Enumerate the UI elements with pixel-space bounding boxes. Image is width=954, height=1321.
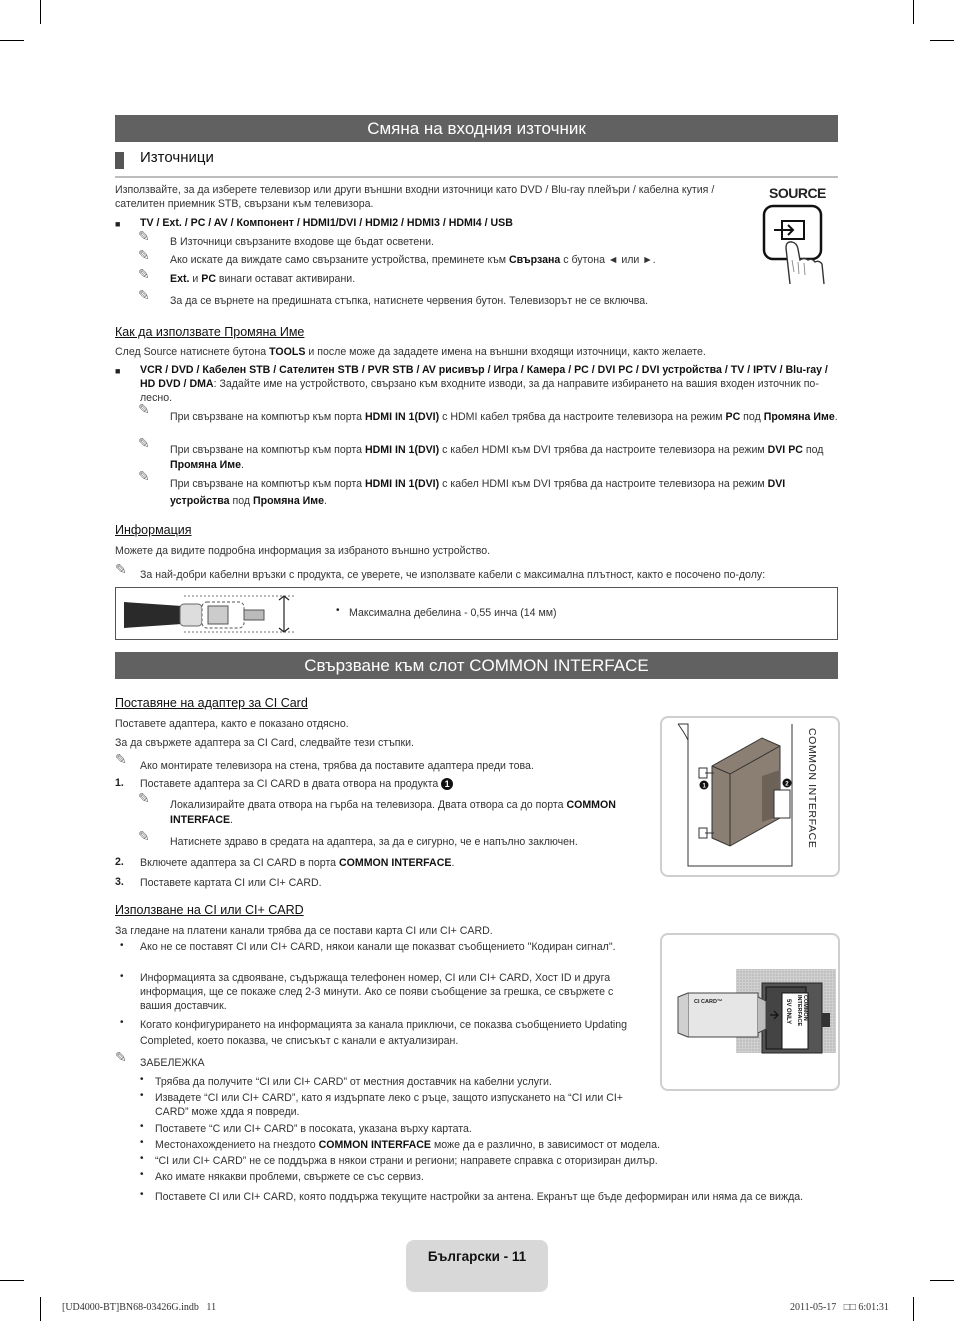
source-button-icon bbox=[760, 202, 832, 297]
crop-mark bbox=[0, 40, 24, 41]
note-text: Ext. и PC винаги остават активирани. bbox=[170, 273, 356, 285]
note-text: Натиснете здраво в средата на адаптера, за да е сигурно, че е напълно заключен. bbox=[170, 836, 578, 848]
sources-list: TV / Ext. / PC / AV / Компонент / HDMI1/DVI / HDMI2 / HDMI3 / HDMI4 / USB bbox=[140, 217, 513, 229]
bullet-dot: • bbox=[120, 940, 124, 951]
subsection-title: Източници bbox=[140, 149, 214, 166]
note-icon: ✎ bbox=[138, 267, 150, 283]
step-number: 3. bbox=[115, 876, 124, 888]
note-text: За да се върнете на предишната стъпка, натиснете червения бутон. Телевизорът не се включва. bbox=[170, 295, 649, 307]
note-bullet: Поставете CI или CI+ CARD, която поддържа текущите настройки за антена. Екранът ще бъде деформиран или няма да се вижда. bbox=[155, 1191, 804, 1203]
crop-mark bbox=[913, 0, 914, 24]
note-bullet: Ако имате някакви проблеми, свържете се със сервиз. bbox=[155, 1171, 424, 1183]
source-button-illustration bbox=[760, 184, 832, 299]
bullet-dot: • bbox=[140, 1169, 144, 1180]
paragraph: За да свържете адаптера за CI Card, следвайте тези стъпки. bbox=[115, 737, 414, 749]
page-tab bbox=[406, 1240, 548, 1292]
bullet-dot: • bbox=[140, 1121, 144, 1132]
note-bullet: Местонахождението на гнездото COMMON INTERFACE може да е различно, в зависимост от модела. bbox=[155, 1139, 660, 1151]
crop-mark bbox=[930, 40, 954, 41]
info-note: За най-добри кабелни връзки с продукта, се уверете, че използвате кабели с максимална плътност, както е посочено по-долу: bbox=[140, 569, 766, 581]
paragraph: За гледане на платени канали трябва да се постави карта CI или CI+ CARD. bbox=[115, 925, 493, 937]
rename-heading: Как да използвате Промяна Име bbox=[115, 325, 305, 339]
section-title: Смяна на входния източник bbox=[115, 115, 838, 142]
note-icon: ✎ bbox=[138, 229, 150, 245]
note-icon: ✎ bbox=[115, 752, 127, 768]
note-icon: ✎ bbox=[138, 791, 150, 807]
section-title: Свързване към слот COMMON INTERFACE bbox=[115, 652, 838, 679]
rename-item: VCR / DVD / Кабелен STB / Сателитен STB / PVR STB / AV рисивър / Игра / Камера / PC / DVI PC / DVI устройства / TV / IPTV / Blu-ray / HD DVD / DMA: Задайте име на устройството, свързано към входните изводи, за да направите избирането на вашия входен източник по-лесно. bbox=[140, 364, 828, 404]
note-bullet: “CI или CI+ CARD” не се поддържа в някои страни и региони; направете справка с оторизиран дилър. bbox=[155, 1155, 658, 1167]
note-heading: ЗАБЕЛЕЖКА bbox=[140, 1057, 205, 1069]
bullet-dot: • bbox=[120, 971, 124, 982]
intro-text: Използвайте, за да изберете телевизор или други външни входни източници като DVD / Blu-ray плейъри / кабелна кутия / сателитен приемник STB, свързани към телевизора. bbox=[115, 184, 715, 210]
bullet-dot: • bbox=[140, 1137, 144, 1148]
bullet-text: Когато конфигурирането на информацията за канала приключи, се показва съобщението Updating Completed, което показва, че списъкът с канали е актуализиран. bbox=[140, 1019, 628, 1047]
rename-intro: След Source натиснете бутона TOOLS и после може да зададете имена на външни входящи източници, както желаете. bbox=[115, 346, 706, 358]
note-bullet: Извадете “CI или CI+ CARD”, като я издърпате леко с ръце, защото изпускането на “CI или CI+ CARD” може хдда я повреди. bbox=[155, 1092, 623, 1118]
note-bullet: Поставете “С или CI+ CARD” в посоката, указана върху картата. bbox=[155, 1123, 472, 1135]
step-number: 1. bbox=[115, 777, 124, 789]
cable-box bbox=[115, 587, 838, 640]
bullet-dot: • bbox=[140, 1074, 144, 1085]
slot-label: COMMON INTERFACE bbox=[796, 995, 808, 1027]
crop-mark bbox=[930, 1280, 954, 1281]
ci-card-heading: Използване на CI или CI+ CARD bbox=[115, 903, 304, 917]
note-icon: ✎ bbox=[138, 436, 150, 452]
note-text: Ако монтирате телевизора на стена, трябва да поставите адаптера преди това. bbox=[140, 760, 534, 772]
step-text: Включете адаптера за CI CARD в порта COMMON INTERFACE. bbox=[140, 857, 455, 869]
crop-mark bbox=[0, 1280, 24, 1281]
note-icon: ✎ bbox=[115, 1050, 127, 1066]
bullet-dot: • bbox=[140, 1189, 144, 1200]
step-number: 2. bbox=[115, 856, 124, 868]
cable-spec: Максимална дебелина - 0,55 инча (14 мм) bbox=[349, 607, 557, 619]
page-number: Български - 11 bbox=[427, 1249, 527, 1264]
bullet-dot: • bbox=[140, 1090, 144, 1101]
note-text: Локализирайте двата отвора на гърба на телевизора. Двата отвора са до порта COMMON INTERFACE. bbox=[170, 799, 616, 826]
svg-text:1: 1 bbox=[702, 783, 706, 790]
note-icon: ✎ bbox=[138, 248, 150, 264]
step-text: Поставете картата CI или CI+ CARD. bbox=[140, 877, 322, 889]
note-text: Ако искате да виждате само свързаните устройства, преминете към Свързана с бутона ◄ или ►. bbox=[170, 254, 656, 266]
note-bullet: Трябва да получите “CI или CI+ CARD” от местния доставчик на кабелни услуги. bbox=[155, 1076, 552, 1088]
ci-card-illustration bbox=[662, 935, 838, 1089]
note-text: При свързване на компютър към порта HDMI IN 1(DVI) с HDMI кабел трябва да настроите телевизора на режим PC под Промяна Име. bbox=[170, 411, 838, 423]
ci-card-figure bbox=[660, 933, 840, 1091]
note-text: При свързване на компютър към порта HDMI IN 1(DVI) с кабел HDMI към DVI трябва да настроите телевизора на режим DVI устройства под Промяна Име. bbox=[170, 478, 786, 507]
bullet-dot: • bbox=[120, 1017, 124, 1028]
subsection-header bbox=[115, 148, 838, 178]
bullet-text: Ако не се поставят CI или CI+ CARD, някои канали ще показват съобщението "Кодиран сигнал". bbox=[140, 941, 616, 953]
subsection-marker bbox=[115, 152, 124, 169]
note-icon: ✎ bbox=[138, 288, 150, 304]
crop-mark bbox=[913, 1297, 914, 1321]
common-interface-label: COMMON INTERFACE bbox=[806, 728, 818, 849]
note-icon: ✎ bbox=[138, 829, 150, 845]
crop-mark bbox=[40, 1297, 41, 1321]
voltage-label: 5V ONLY bbox=[785, 999, 791, 1025]
step-text: Поставете адаптера за CI CARD в двата отвора на продукта 1 bbox=[140, 777, 660, 791]
cable-icon bbox=[124, 594, 294, 634]
crop-mark bbox=[40, 0, 41, 24]
info-text: Можете да видите подробна информация за избраното външно устройство. bbox=[115, 545, 491, 557]
source-label: SOURCE bbox=[769, 185, 826, 201]
bullet-dot: • bbox=[336, 605, 340, 616]
info-heading: Информация bbox=[115, 523, 192, 537]
ci-adapter-figure bbox=[660, 716, 840, 877]
paragraph: Поставете адаптера, както е показано отдясно. bbox=[115, 718, 349, 730]
note-text: В Източници свързаните входове ще бъдат осветени. bbox=[170, 236, 434, 248]
note-icon: ✎ bbox=[138, 402, 150, 418]
file-name: [UD4000-BT]BN68-03426G.indb 11 bbox=[62, 1302, 217, 1313]
print-date: 2011-05-17 □□ 6:01:31 bbox=[790, 1302, 889, 1313]
bullet-square: ■ bbox=[115, 219, 121, 229]
note-icon: ✎ bbox=[138, 469, 150, 485]
note-text: При свързване на компютър към порта HDMI IN 1(DVI) с кабел HDMI към DVI трябва да настроите телевизора на режим DVI PC под Промяна Име. bbox=[170, 444, 824, 471]
svg-text:2: 2 bbox=[785, 781, 789, 788]
bullet-square: ■ bbox=[115, 366, 121, 376]
bullet-text: Информацията за сдвояване, съдържаща телефонен номер, CI или CI+ CARD, Хост ID и друга информация, ще се покаже след 2-3 минути. Ако се появи съобщение за грешка, се свържете с вашия доставчик. bbox=[140, 972, 614, 1012]
ci-card-label: CI CARD™ bbox=[694, 999, 723, 1005]
bullet-dot: • bbox=[140, 1153, 144, 1164]
ci-adapter-heading: Поставяне на адаптер за CI Card bbox=[115, 696, 308, 710]
note-icon: ✎ bbox=[115, 562, 127, 578]
